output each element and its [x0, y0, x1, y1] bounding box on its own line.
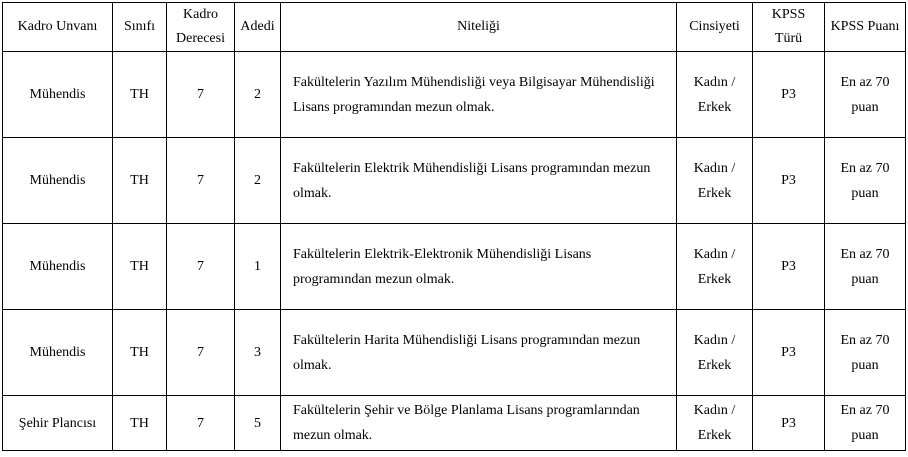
- cell-qualification: Fakültelerin Yazılım Mühendisliği veya Bilgisayar Mühendisliği Lisans programından mezun olmak.: [281, 52, 677, 138]
- cell-degree: 7: [167, 310, 235, 396]
- cell-title: Mühendis: [3, 224, 113, 310]
- cell-degree: 7: [167, 396, 235, 451]
- header-degree: Kadro Derecesi: [167, 3, 235, 52]
- cell-degree: 7: [167, 52, 235, 138]
- header-gender: Cinsiyeti: [677, 3, 753, 52]
- table-row: [3, 310, 906, 396]
- cell-degree: 7: [167, 138, 235, 224]
- cell-count: 3: [235, 310, 281, 396]
- cell-qualification: Fakültelerin Harita Mühendisliği Lisans programından mezun olmak.: [281, 310, 677, 396]
- cell-kpss-type: P3: [753, 138, 825, 224]
- table-row: [3, 396, 906, 451]
- cell-title: Mühendis: [3, 52, 113, 138]
- cell-kpss-type: P3: [753, 396, 825, 451]
- cell-class: TH: [113, 138, 167, 224]
- cell-kpss-score: En az 70 puan: [825, 310, 906, 396]
- cell-degree: 7: [167, 224, 235, 310]
- cell-title: Mühendis: [3, 138, 113, 224]
- cell-kpss-score: En az 70 puan: [825, 52, 906, 138]
- table-row: [3, 52, 906, 138]
- header-kpss-score: KPSS Puanı: [825, 3, 906, 52]
- cell-kpss-type: P3: [753, 224, 825, 310]
- header-qualification: Niteliği: [281, 3, 677, 52]
- cell-title: Şehir Plancısı: [3, 396, 113, 451]
- cell-kpss-type: P3: [753, 52, 825, 138]
- positions-table: [2, 2, 906, 451]
- cell-class: TH: [113, 396, 167, 451]
- cell-gender: Kadın / Erkek: [677, 224, 753, 310]
- cell-qualification: Fakültelerin Elektrik-Elektronik Mühendisliği Lisans programından mezun olmak.: [281, 224, 677, 310]
- cell-class: TH: [113, 224, 167, 310]
- cell-gender: Kadın / Erkek: [677, 52, 753, 138]
- table-row: [3, 138, 906, 224]
- cell-count: 2: [235, 138, 281, 224]
- cell-class: TH: [113, 310, 167, 396]
- header-row: [3, 3, 906, 52]
- cell-class: TH: [113, 52, 167, 138]
- cell-gender: Kadın / Erkek: [677, 310, 753, 396]
- cell-kpss-score: En az 70 puan: [825, 224, 906, 310]
- cell-kpss-score: En az 70 puan: [825, 396, 906, 451]
- cell-qualification: Fakültelerin Şehir ve Bölge Planlama Lisans programlarından mezun olmak.: [281, 396, 677, 451]
- cell-count: 5: [235, 396, 281, 451]
- cell-count: 1: [235, 224, 281, 310]
- header-count: Adedi: [235, 3, 281, 52]
- header-kpss-type: KPSS Türü: [753, 3, 825, 52]
- cell-kpss-score: En az 70 puan: [825, 138, 906, 224]
- cell-kpss-type: P3: [753, 310, 825, 396]
- cell-title: Mühendis: [3, 310, 113, 396]
- cell-count: 2: [235, 52, 281, 138]
- table-row: [3, 224, 906, 310]
- header-title: Kadro Unvanı: [3, 3, 113, 52]
- cell-gender: Kadın / Erkek: [677, 138, 753, 224]
- cell-qualification: Fakültelerin Elektrik Mühendisliği Lisans programından mezun olmak.: [281, 138, 677, 224]
- header-class: Sınıfı: [113, 3, 167, 52]
- cell-gender: Kadın / Erkek: [677, 396, 753, 451]
